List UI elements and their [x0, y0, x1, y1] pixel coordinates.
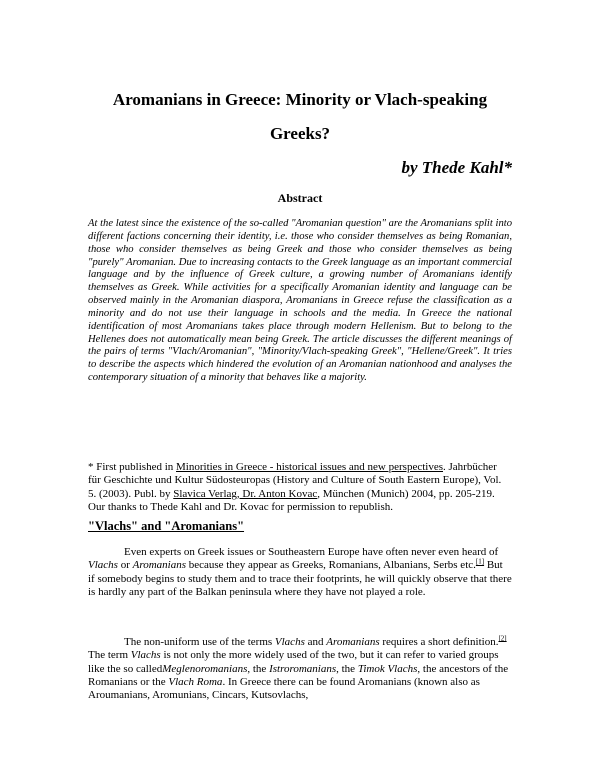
footnote-mid: . Jahrbücher für Geschichte und Kultur Südosteuropas (History and Culture of South Eastern Europe), Vol. 5. (2003). Publ. by [88, 461, 502, 500]
p2-text-h: , the ancestors of the Romanians or the [88, 662, 509, 688]
footnote-prefix: * First published in [88, 461, 177, 473]
p2-term-meglenoromanians: Meglenoromanians [162, 662, 248, 675]
p1-term-vlachs: Vlachs [88, 559, 118, 572]
p1-term-aromanians: Aromanians [132, 559, 186, 572]
author-byline: by Thede Kahl* [401, 158, 512, 177]
p2-text-b: and [304, 636, 327, 648]
p2-term-vlachs-2: Vlachs [130, 649, 161, 662]
p2-term-istroromanians: Istroromanians [269, 662, 337, 675]
footnote-ref-1[interactable]: [1] [475, 557, 485, 566]
p2-text-j: . In Greece there can be found Aromanians (known also as Aroumanians, Aromunians, Cincars, Kutsovlachs, [88, 675, 480, 702]
p2-text-g: , the [336, 662, 358, 675]
section-heading: "Vlachs" and "Aromanians" [88, 519, 245, 533]
abstract-heading: Abstract [277, 191, 323, 205]
paragraph-1 [88, 546, 512, 599]
book-title-link[interactable]: Minorities in Greece - historical issues and new perspectives [176, 461, 443, 473]
abstract-text: At the latest since the existence of the so-called "Aromanian question" are the Aromanians split into different factions concerning their identity, i.e. those who consider themselves as being Romanian, those who consider themselves as being Greek and those who consider themselves as being "purely" Aromanian. Due to increasing contacts to the Greek language as an important commercial language and by the influence of Greek culture, a growing number of Aromanians identify themselves as Greek. While activities for a specifically Aromanian identity and language can be observed mainly in the Aromanian diaspora, Aromanians in Greece refuse the classification as a minority and do not use their language in schools and the media. In Greece the national identification of most Aromanians takes place through modern Hellenism. But to belong to the Hellenes does not automatically mean being Greek. The article discusses the different meanings of the pairs of terms "Vlach/Aromanian", "Minority/Vlach-speaking Greek", "Hellene/Greek". It tries to describe the aspects which hindered the evolution of an Aromanian nationhood and analyses the contemporary situation of a minority that behaves like a majority. [88, 218, 512, 384]
p1-text-a: Even experts on Greek issues or Southeastern Europe have often never even heard of [124, 546, 499, 558]
publication-footnote [88, 461, 512, 514]
p2-term-timok-vlachs: Timok Vlachs [357, 662, 418, 675]
p1-text-c: because they appear as Greeks, Romanians, Albanians, Serbs etc. [186, 559, 476, 572]
title-line-2: Greeks? [269, 124, 331, 143]
p2-term-vlach-roma: Vlach Roma [168, 675, 223, 688]
p1-text-b: or [117, 559, 133, 572]
p2-text-f: , the [247, 662, 270, 675]
p1-text-d: But if somebody begins to study them and to trace their footprints, he will quickly observe that there is hardly any part of the Balkan peninsula where they have not played a role. [88, 559, 512, 598]
p2-term-aromanians: Aromanians [326, 636, 380, 648]
p2-term-vlachs: Vlachs [274, 636, 305, 648]
publisher-link[interactable]: Slavica Verlag, Dr. Anton Kovac [173, 487, 318, 500]
p2-text-e: is not only the more widely used of the two, but it can refer to varied groups like the so called [88, 649, 499, 675]
p2-text-d: The term [88, 649, 131, 662]
footnote-suffix: , München (Munich) 2004, pp. 205-219. Our thanks to Thede Kahl and Dr. Kovac for permission to republish. [88, 487, 495, 513]
p2-text-a: The non-uniform use of the terms [124, 636, 275, 648]
paragraph-2 [88, 636, 512, 702]
footnote-ref-2[interactable]: [2] [498, 634, 507, 643]
p2-text-c: requires a short definition. [379, 636, 499, 648]
title-line-1: Aromanians in Greece: Minority or Vlach-speaking [112, 90, 488, 109]
